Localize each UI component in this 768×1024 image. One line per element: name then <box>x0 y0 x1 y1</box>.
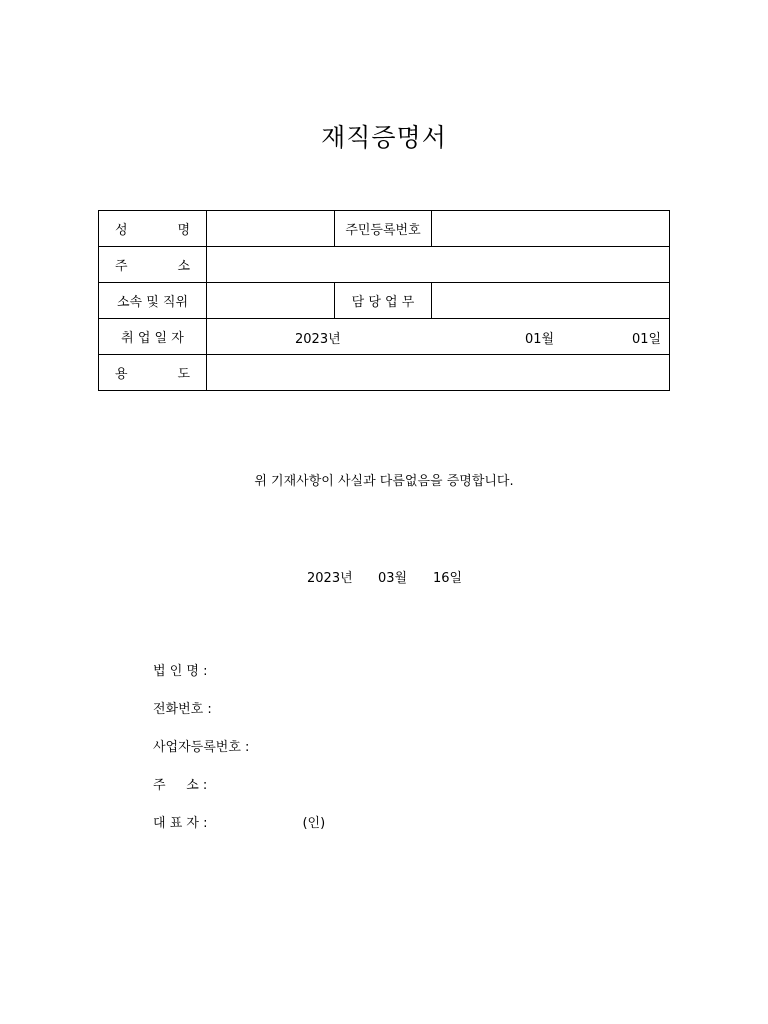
company-info <box>153 660 325 850</box>
company-address-row <box>153 774 325 812</box>
rrn-label-cell <box>335 211 432 247</box>
duty-label-cell <box>335 283 432 319</box>
purpose-value-cell[interactable] <box>207 355 670 391</box>
dept-label-cell <box>99 283 207 319</box>
corp-name-row <box>153 660 325 698</box>
purpose-label-char1: 용 <box>115 367 128 382</box>
address-label-char2: 소 <box>177 259 190 274</box>
table-row <box>99 211 670 247</box>
name-label-cell <box>99 211 207 247</box>
hire-year: 2023년 <box>295 332 341 347</box>
issue-month: 03월 <box>378 571 408 586</box>
hire-day: 01일 <box>632 332 662 347</box>
table-row <box>99 319 670 355</box>
biz-no-row <box>153 736 325 774</box>
company-address-label: 주 소 : <box>153 778 208 793</box>
name-label-char1: 성 <box>115 223 128 238</box>
issue-year: 2023년 <box>307 571 353 586</box>
hire-label: 취 업 일 자 <box>121 331 184 346</box>
corp-name-label: 법 인 명 : <box>153 664 208 679</box>
purpose-label-char2: 도 <box>177 367 190 382</box>
dept-label: 소속 및 직위 <box>116 295 189 310</box>
issue-day: 16일 <box>433 571 463 586</box>
seal-mark: (인) <box>302 816 326 831</box>
representative-row <box>153 812 325 850</box>
name-label-char2: 명 <box>177 223 190 238</box>
hire-month: 01월 <box>525 332 555 347</box>
table-row <box>99 283 670 319</box>
representative-label: 대 표 자 : <box>153 816 208 831</box>
rrn-value-cell[interactable] <box>432 211 670 247</box>
phone-row <box>153 698 325 736</box>
employment-info-table <box>98 210 670 391</box>
purpose-label-cell <box>99 355 207 391</box>
biz-no-label: 사업자등록번호 : <box>153 740 250 755</box>
hire-date-cell <box>207 319 670 355</box>
duty-label: 담 당 업 무 <box>351 295 415 310</box>
address-value-cell[interactable] <box>207 247 670 283</box>
dept-value-cell[interactable] <box>207 283 335 319</box>
address-label-cell <box>99 247 207 283</box>
hire-label-cell <box>99 319 207 355</box>
rrn-label: 주민등록번호 <box>345 223 421 238</box>
address-label-char1: 주 <box>115 259 128 274</box>
certification-statement: 위 기재사항이 사실과 다름없음을 증명합니다. <box>254 474 514 489</box>
table-row <box>99 247 670 283</box>
document-title: 재직증명서 <box>321 123 447 152</box>
phone-label: 전화번호 : <box>153 702 212 717</box>
name-value-cell[interactable] <box>207 211 335 247</box>
duty-value-cell[interactable] <box>432 283 670 319</box>
issue-date <box>0 567 768 587</box>
table-row <box>99 355 670 391</box>
